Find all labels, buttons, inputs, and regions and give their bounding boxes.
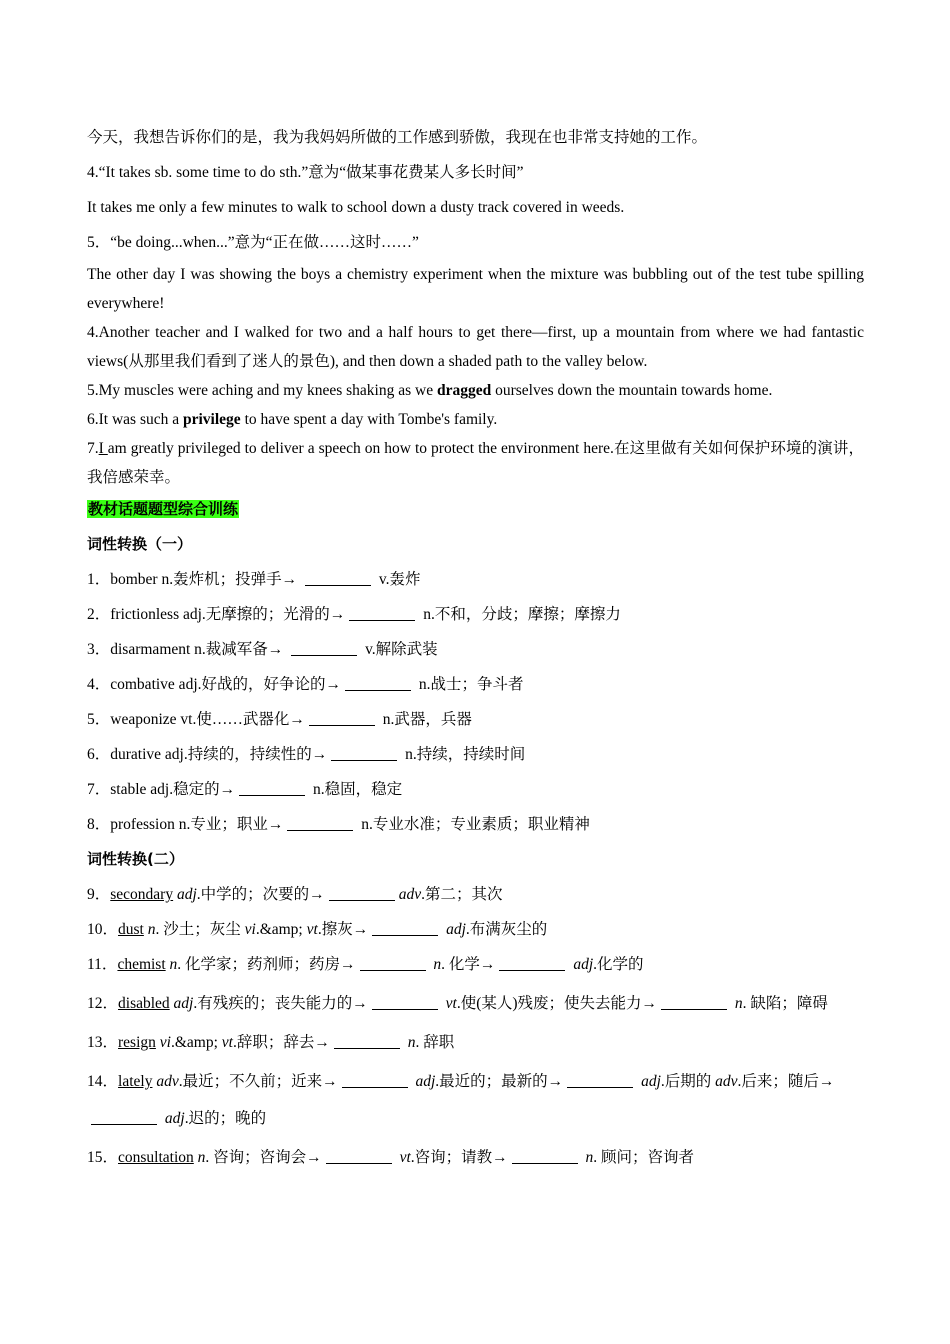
keyword-privilege: privilege — [183, 411, 241, 428]
list-item: 9．secondary adj.中学的；次要的→ adv.第二；其次 — [87, 886, 503, 903]
answer-blank[interactable] — [349, 605, 415, 621]
list-item: 12．disabled adj.有残疾的；丧失能力的→ vt.使(某人)残废；使失去能力→ n. 缺陷；障碍 — [87, 995, 828, 1012]
part2-title: 词性转换(二） — [87, 850, 184, 868]
list-item: 10．dust n. 沙土；灰尘 vi.&amp; vt.擦灰→ adj.布满灰尘的 — [87, 921, 548, 938]
sentence-7: 7.I am greatly privileged to deliver a speech on how to protect the environment here.在这里做有关如何保护环境的演讲，我倍感荣幸。 — [87, 440, 864, 486]
answer-blank[interactable] — [360, 955, 426, 971]
answer-blank[interactable] — [239, 780, 305, 796]
section-heading: 教材话题题型综合训练 — [88, 500, 239, 518]
list-item: 7．stable adj.稳定的→ n.稳固，稳定 — [87, 781, 403, 798]
answer-blank[interactable] — [287, 815, 353, 831]
grammar-point-5: 5．“be doing...when...”意为“正在做……这时……” — [87, 234, 419, 251]
answer-blank[interactable] — [661, 994, 727, 1010]
answer-blank[interactable] — [499, 955, 565, 971]
answer-blank[interactable] — [331, 745, 397, 761]
list-item: 1．bomber n.轰炸机；投弹手→ v.轰炸 — [87, 571, 421, 588]
list-item: 5．weaponize vt.使……武器化→ n.武器，兵器 — [87, 711, 472, 728]
list-item: 4．combative adj.好战的，好争论的→ n.战士；争斗者 — [87, 676, 524, 693]
answer-blank[interactable] — [305, 570, 371, 586]
part1-title: 词性转换（一） — [87, 535, 193, 553]
keyword-dragged: dragged — [436, 382, 492, 399]
list-item: 14．lately adv.最近；不久前；近来→ adj.最近的；最新的→ adj.后期的 adv.后来；随后→ adj.迟的；晚的 — [87, 1073, 835, 1127]
part1-list — [87, 562, 864, 842]
list-item: 3．disarmament n.裁减军备→ v.解除武装 — [87, 641, 438, 658]
list-item: 6．durative adj.持续的，持续性的→ n.持续，持续时间 — [87, 746, 526, 763]
list-item: 15．consultation n. 咨询；咨询会→ vt.咨询；请教→ n. 顾问；咨询者 — [87, 1149, 695, 1166]
answer-blank[interactable] — [309, 710, 375, 726]
list-item: 2．frictionless adj.无摩擦的；光滑的→ n.不和，分歧；摩擦；摩擦力 — [87, 606, 621, 623]
answer-blank[interactable] — [291, 640, 357, 656]
answer-blank[interactable] — [91, 1109, 157, 1125]
sentence-4: 4.Another teacher and I walked for two and a half hours to get there—first, up a mountain from where we had fantastic views(从那里我们看到了迷人的景色), and then down a shaded path to the valley below. — [87, 324, 864, 370]
document-page — [87, 120, 864, 1175]
list-item: 11．chemist n. 化学家；药剂师；药房→ n. 化学→ adj.化学的 — [87, 956, 644, 973]
chinese-translation-line: 今天，我想告诉你们的是，我为我妈妈所做的工作感到骄傲，我现在也非常支持她的工作。 — [87, 129, 708, 146]
answer-blank[interactable] — [326, 1148, 392, 1164]
sentence-6: 6.It was such a privilege to have spent a day with Tombe's family. — [87, 411, 498, 428]
grammar-point-4: 4.“It takes sb. some time to do sth.”意为“做某事花费某人多长时间” — [87, 164, 524, 181]
answer-blank[interactable] — [372, 920, 438, 936]
list-item: 13．resign vi.&amp; vt.辞职；辞去→ n. 辞职 — [87, 1034, 455, 1051]
answer-blank[interactable] — [342, 1072, 408, 1088]
answer-blank[interactable] — [329, 885, 395, 901]
sentence-5: 5.My muscles were aching and my knees shaking as we dragged ourselves down the mountain towards home. — [87, 382, 773, 399]
part2-list — [87, 877, 864, 1175]
list-item: 8．profession n.专业；职业→ n.专业水准；专业素质；职业精神 — [87, 816, 590, 833]
answer-blank[interactable] — [334, 1033, 400, 1049]
answer-blank[interactable] — [372, 994, 438, 1010]
answer-blank[interactable] — [567, 1072, 633, 1088]
answer-blank[interactable] — [345, 675, 411, 691]
answer-blank[interactable] — [512, 1148, 578, 1164]
example-sentence: The other day I was showing the boys a chemistry experiment when the mixture was bubbling out of the test tube spilling everywhere! — [87, 266, 864, 312]
example-sentence: It takes me only a few minutes to walk to school down a dusty track covered in weeds. — [87, 199, 625, 216]
